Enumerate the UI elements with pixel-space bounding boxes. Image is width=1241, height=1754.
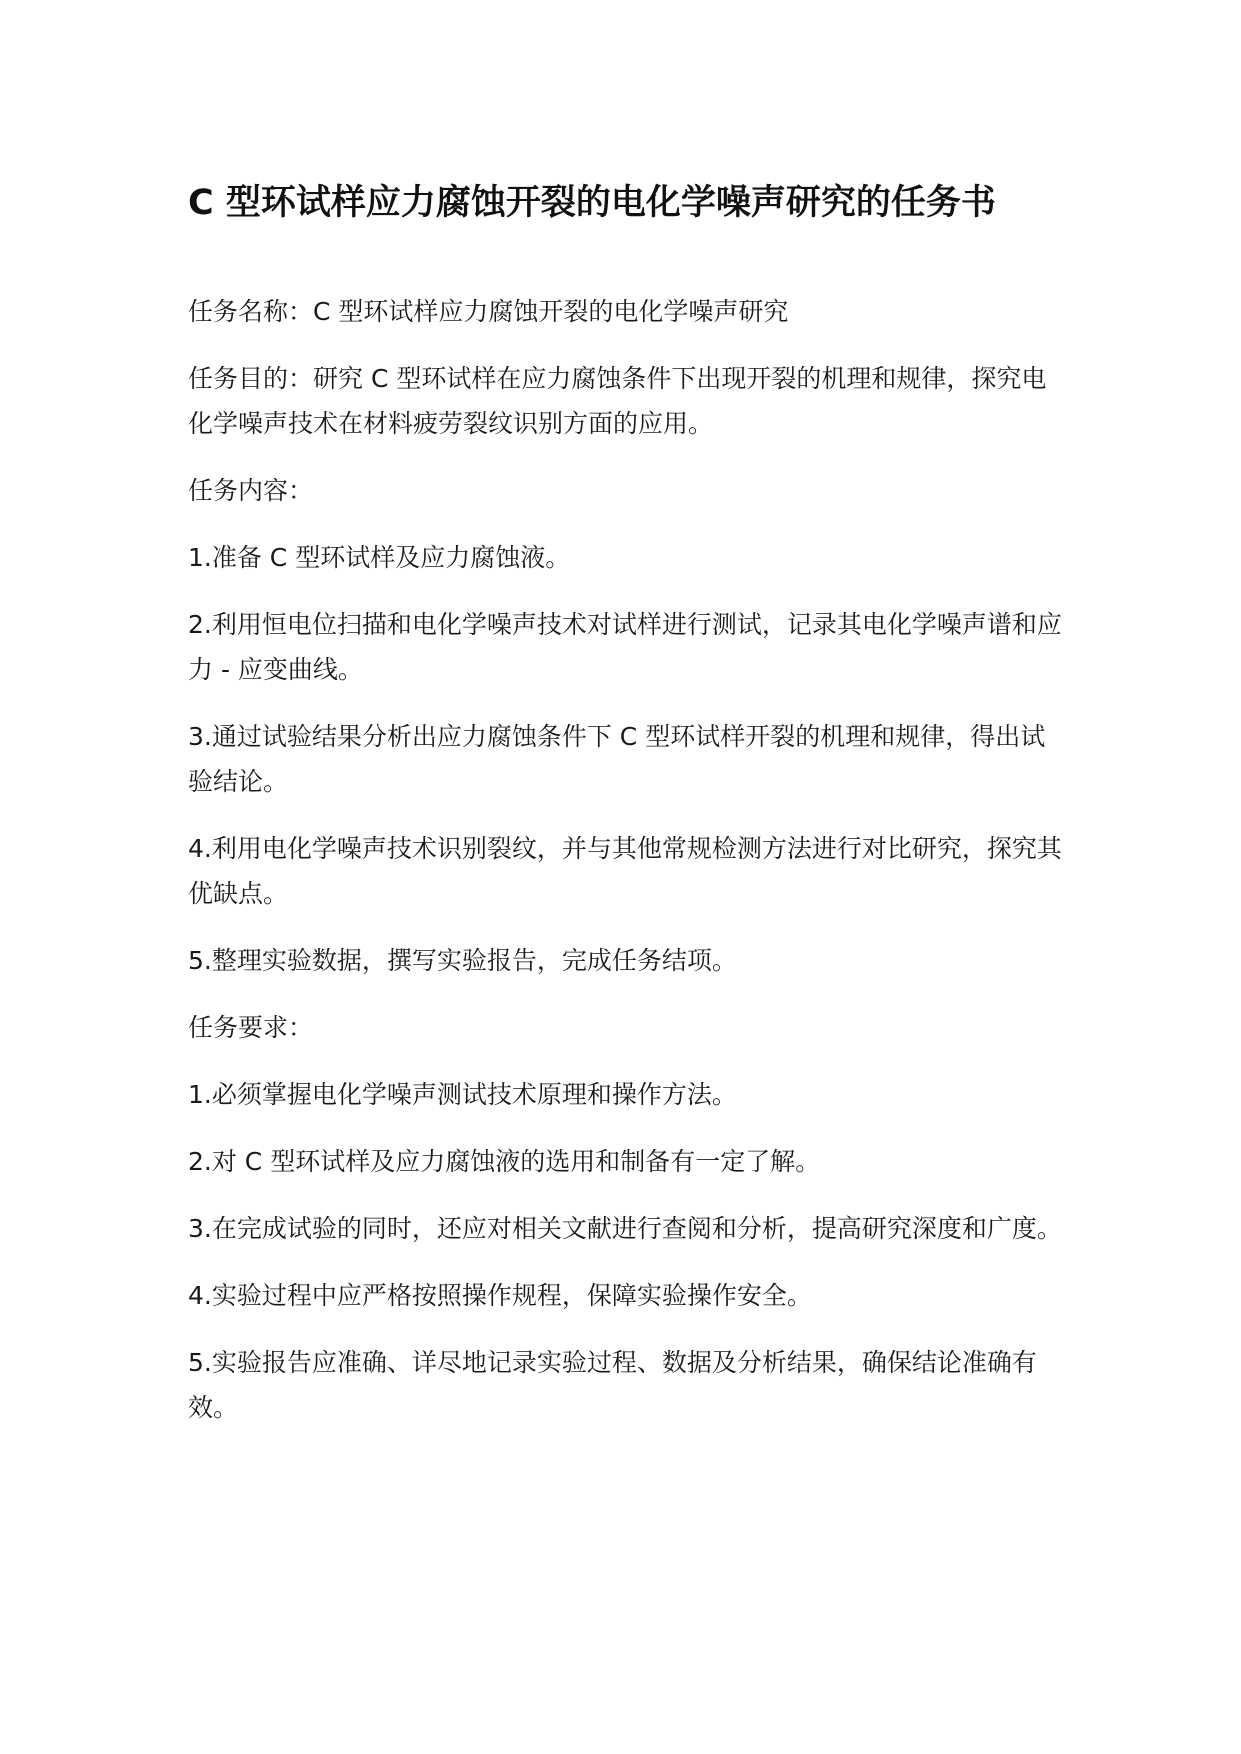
heading-task-requirements: 任务要求： [188, 1013, 314, 1042]
list-item: 5.实验报告应准确、详尽地记录实验过程、数据及分析结果，确保结论准确有效。 [188, 1348, 1037, 1422]
list-item: 3.通过试验结果分析出应力腐蚀条件下 C 型环试样开裂的机理和规律，得出试验结论。 [188, 722, 1046, 796]
paragraph-task-purpose: 任务目的：研究 C 型环试样在应力腐蚀条件下出现开裂的机理和规律，探究电化学噪声技术在材料疲劳裂纹识别方面的应用。 [188, 364, 1047, 438]
list-item: 4.实验过程中应严格按照操作规程，保障实验操作安全。 [188, 1281, 812, 1310]
list-item: 2.对 C 型环试样及应力腐蚀液的选用和制备有一定了解。 [188, 1147, 821, 1176]
list-item: 3.在完成试验的同时，还应对相关文献进行查阅和分析，提高研究深度和广度。 [188, 1214, 1062, 1243]
document-title: C 型环试样应力腐蚀开裂的电化学噪声研究的任务书 [188, 183, 996, 223]
list-item: 1.准备 C 型环试样及应力腐蚀液。 [188, 543, 571, 572]
list-item: 4.利用电化学噪声技术识别裂纹，并与其他常规检测方法进行对比研究，探究其优缺点。 [188, 834, 1062, 908]
list-item: 1.必须掌握电化学噪声测试技术原理和操作方法。 [188, 1080, 737, 1109]
list-item: 5.整理实验数据，撰写实验报告，完成任务结项。 [188, 946, 737, 975]
paragraph-task-name: 任务名称：C 型环试样应力腐蚀开裂的电化学噪声研究 [188, 297, 789, 326]
list-item: 2.利用恒电位扫描和电化学噪声技术对试样进行测试，记录其电化学噪声谱和应力 - 应变曲线。 [188, 610, 1062, 684]
heading-task-content: 任务内容： [188, 476, 314, 505]
document-body [188, 289, 1068, 1452]
